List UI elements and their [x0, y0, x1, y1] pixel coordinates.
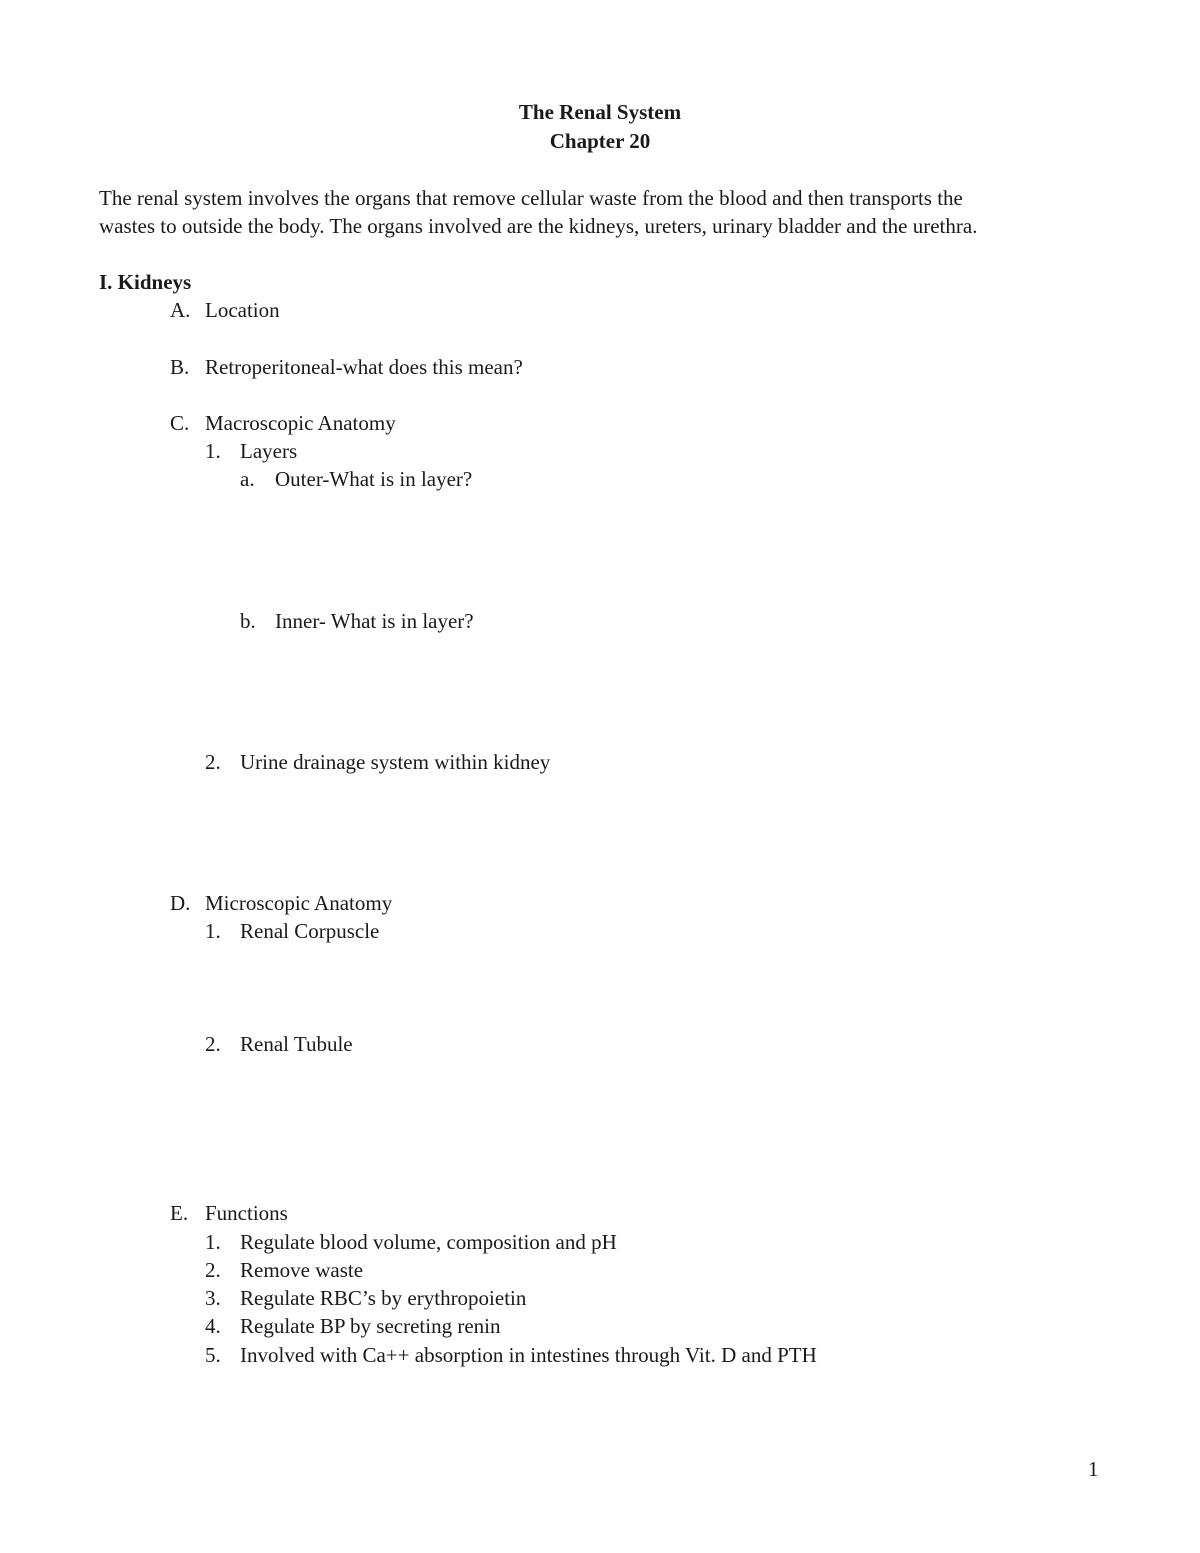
outline-text: Regulate blood volume, composition and pH	[240, 1230, 617, 1254]
outline-marker: B.	[170, 355, 190, 379]
page-number: 1	[1088, 1457, 1099, 1481]
section-heading: I. Kidneys	[99, 270, 192, 294]
outline-text: Inner- What is in layer?	[275, 609, 474, 633]
outline-text: Functions	[205, 1201, 288, 1225]
outline-item-d1	[205, 917, 379, 945]
outline-marker: 1.	[205, 1230, 221, 1254]
outline-marker: 2.	[205, 1258, 221, 1282]
outline-item-b	[170, 353, 523, 381]
outline-item-e4	[205, 1312, 501, 1340]
intro-line-2: wastes to outside the body. The organs involved are the kidneys, ureters, urinary bladder and the urethra.	[99, 214, 978, 238]
outline-item-e5	[205, 1341, 817, 1369]
outline-marker: D.	[170, 891, 191, 915]
outline-marker: 3.	[205, 1286, 221, 1310]
outline-text: Location	[205, 298, 280, 322]
outline-text: Urine drainage system within kidney	[240, 750, 551, 774]
outline-text: Layers	[240, 439, 298, 463]
outline-text: Outer-What is in layer?	[275, 467, 473, 491]
outline-text: Remove waste	[240, 1258, 364, 1282]
outline-marker: 1.	[205, 439, 221, 463]
outline-text: Regulate BP by secreting renin	[240, 1314, 501, 1338]
outline-item-c	[170, 409, 396, 437]
outline-text: Macroscopic Anatomy	[205, 411, 396, 435]
outline-marker: E.	[170, 1201, 189, 1225]
outline-item-c1a	[240, 465, 472, 493]
outline-text: Renal Corpuscle	[240, 919, 380, 943]
outline-marker: 2.	[205, 1032, 221, 1056]
outline-text: Microscopic Anatomy	[205, 891, 393, 915]
outline-item-d	[170, 889, 392, 917]
outline-marker: b.	[240, 609, 256, 633]
outline-item-d2	[205, 1030, 353, 1058]
outline-text: Retroperitoneal-what does this mean?	[205, 355, 523, 379]
outline-item-e1	[205, 1228, 617, 1256]
outline-text: Involved with Ca++ absorption in intestines through Vit. D and PTH	[240, 1343, 817, 1367]
outline-text: Regulate RBC’s by erythropoietin	[240, 1286, 527, 1310]
outline-marker: 2.	[205, 750, 221, 774]
outline-marker: 5.	[205, 1343, 221, 1367]
outline-item-c2	[205, 748, 550, 776]
outline-marker: C.	[170, 411, 190, 435]
document-title: The Renal System	[518, 100, 682, 124]
chapter-subtitle: Chapter 20	[549, 129, 651, 153]
intro-line-1: The renal system involves the organs that remove cellular waste from the blood and then transports the	[99, 186, 963, 210]
outline-item-c1	[205, 437, 297, 465]
outline-marker: a.	[240, 467, 255, 491]
outline-item-c1b	[240, 607, 474, 635]
outline-item-e3	[205, 1284, 526, 1312]
outline-item-a	[170, 296, 280, 324]
outline-item-e2	[205, 1256, 363, 1284]
outline-marker: A.	[170, 298, 191, 322]
outline-text: Renal Tubule	[240, 1032, 353, 1056]
outline-marker: 4.	[205, 1314, 221, 1338]
outline-marker: 1.	[205, 919, 221, 943]
outline-item-e	[170, 1199, 288, 1227]
